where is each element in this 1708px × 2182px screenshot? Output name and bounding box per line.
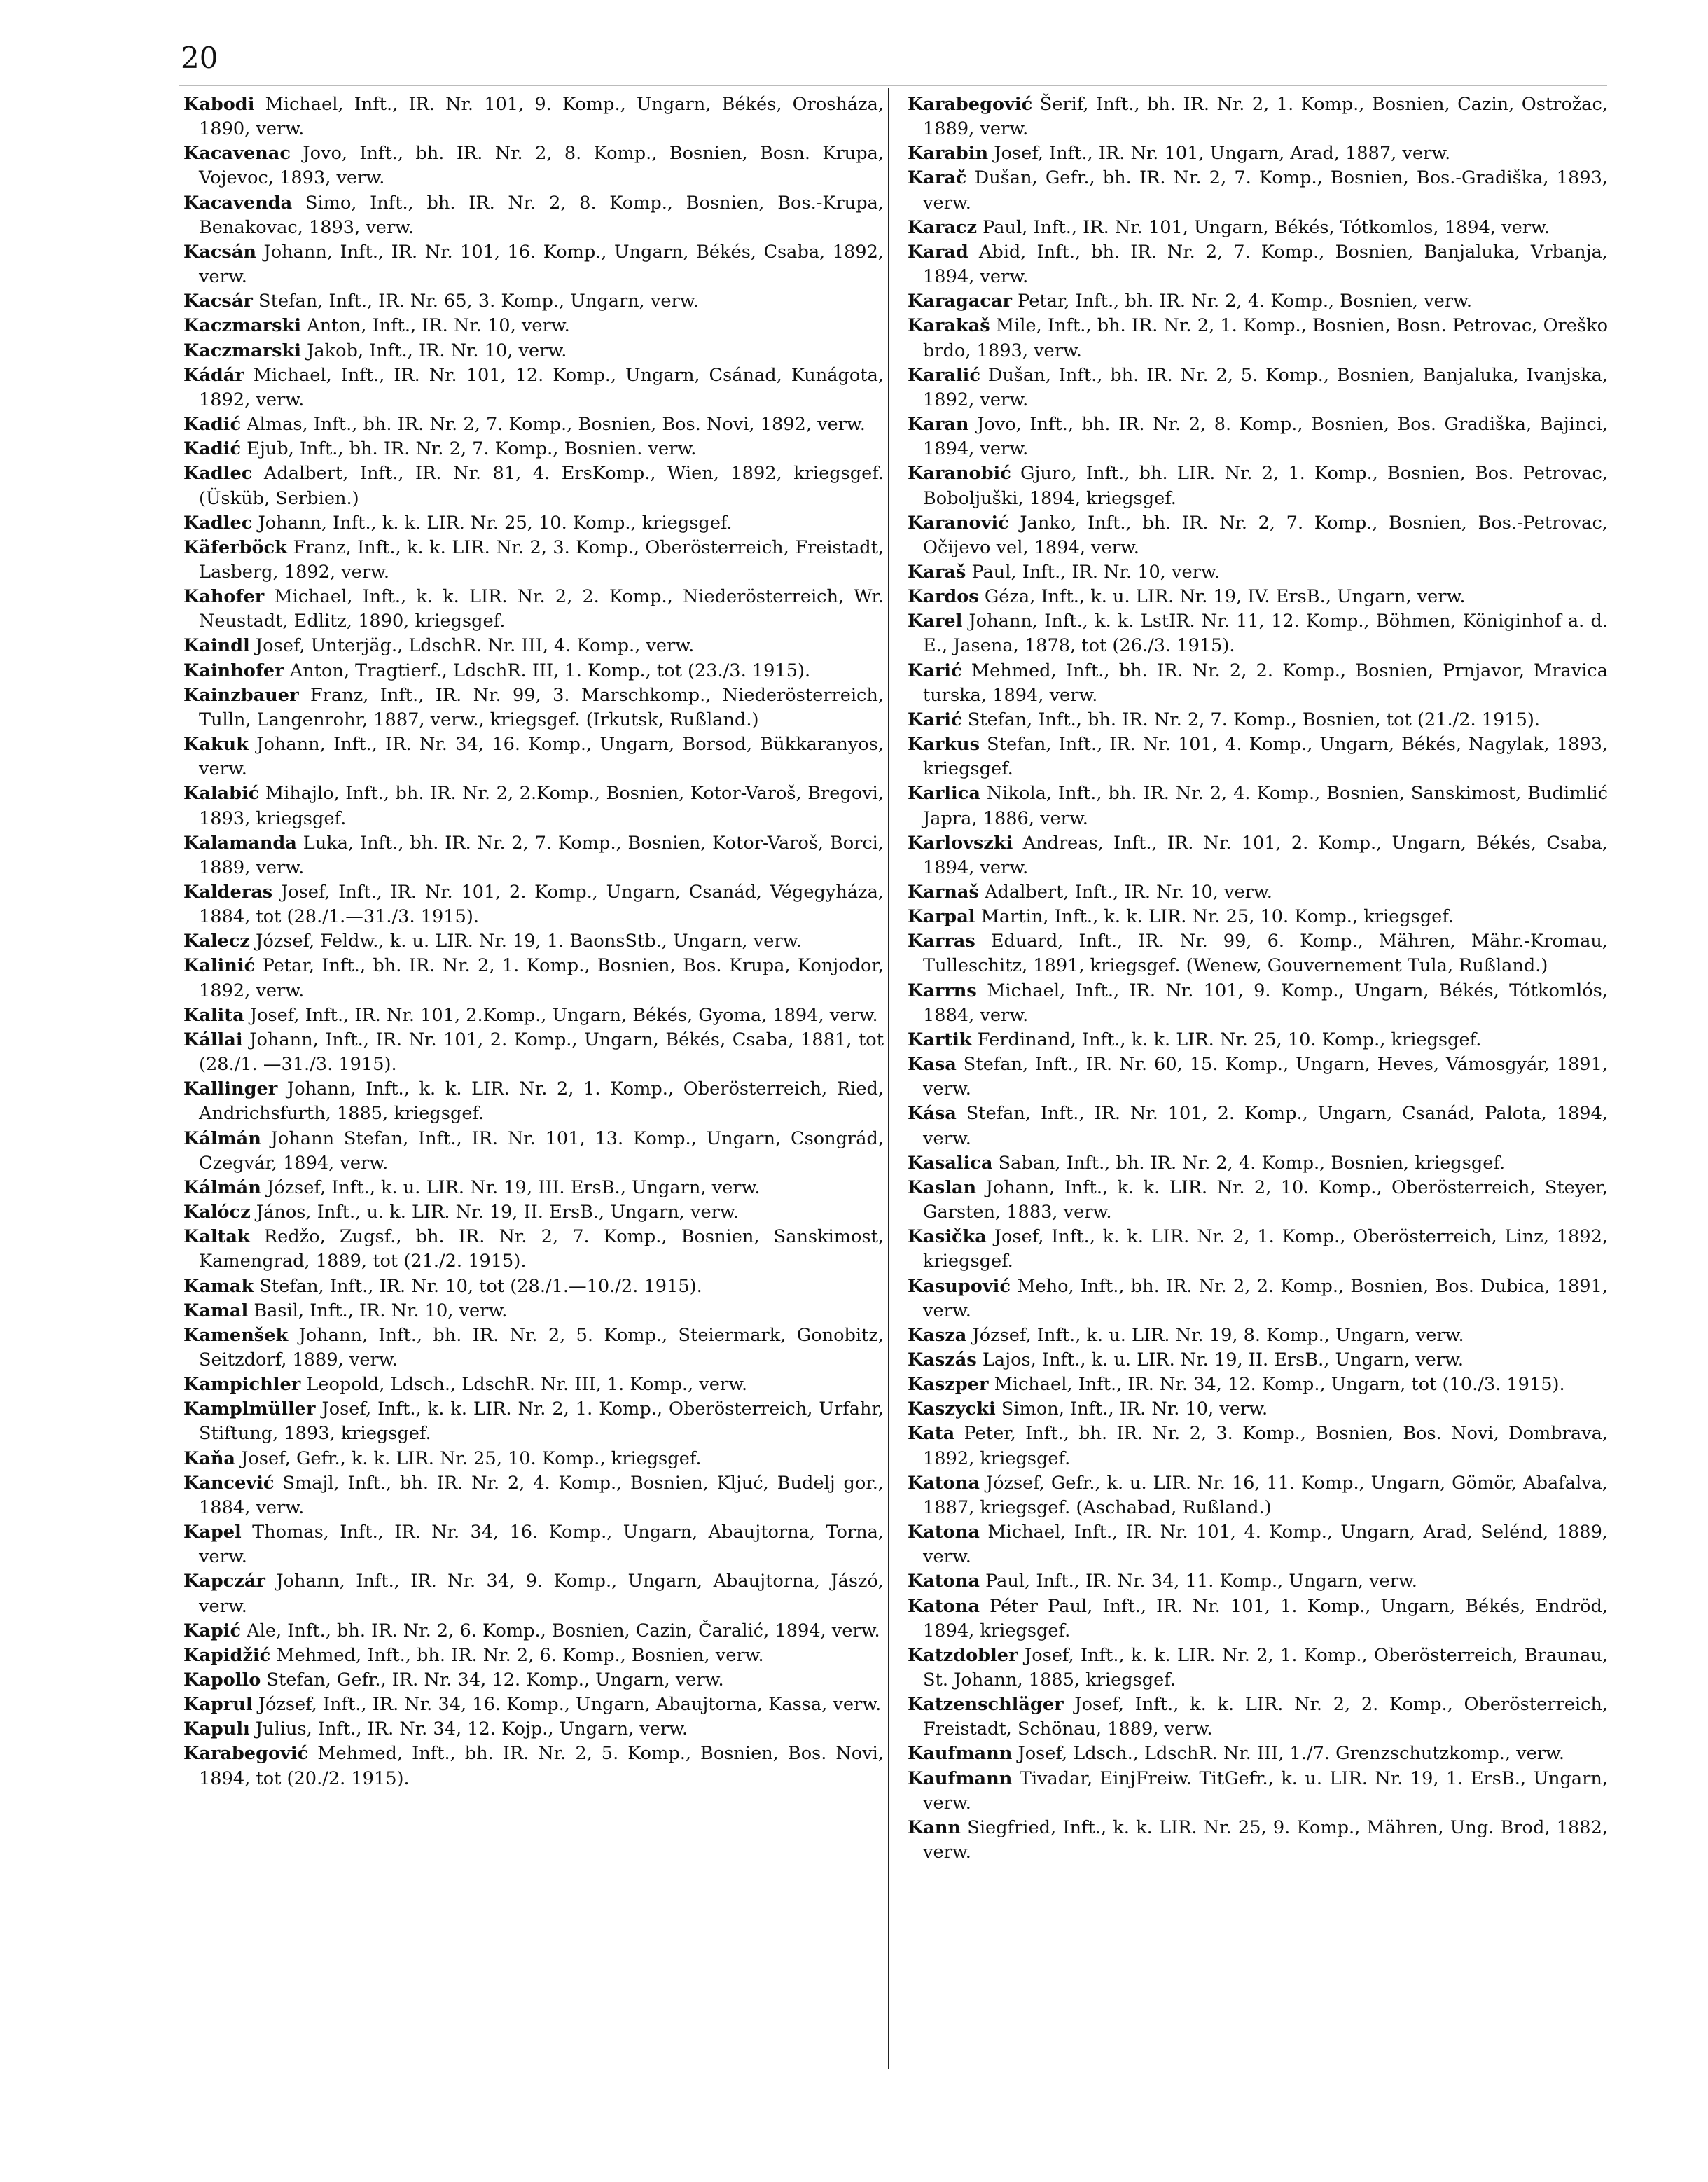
entry-surname: Kalinić (183, 955, 256, 977)
entry-surname: Karabin (908, 143, 989, 165)
register-entry (183, 1299, 884, 1323)
entry-details: Jovo, Inft., bh. IR. Nr. 2, 8. Komp., Bosnien, Bosn. Krupa, Vojevoc, 1893, verw. (199, 143, 884, 189)
entry-surname: Kartik (908, 1029, 972, 1050)
register-entry (183, 781, 884, 831)
entry-details: Martin, Inft., k. k. LIR. Nr. 25, 10. Komp., kriegsgef. (980, 906, 1454, 928)
register-entry (908, 708, 1608, 732)
entry-surname: Kasička (908, 1226, 987, 1248)
register-entry (183, 929, 884, 954)
left-column (183, 92, 884, 1791)
register-entry (183, 1274, 884, 1299)
register-entry (908, 141, 1608, 166)
entry-surname: Karaš (908, 561, 966, 583)
entry-surname: Karabegović (908, 94, 1033, 115)
register-entry (908, 92, 1608, 141)
entry-surname: Karagacar (908, 291, 1013, 312)
entry-surname: Kasalica (908, 1152, 993, 1174)
entry-details: Dušan, Gefr., bh. IR. Nr. 2, 7. Komp., Bosnien, Bos.-Gradiška, 1893, verw. (923, 167, 1609, 214)
entry-surname: Kacsár (183, 291, 253, 312)
entry-details: Redžo, Zugsf., bh. IR. Nr. 2, 7. Komp., Bosnien, Sanskimost, Kamengrad, 1889, tot (21./2. 1915). (199, 1226, 884, 1272)
entry-details: Eduard, Inft., IR. Nr. 99, 6. Komp., Mähren, Mähr.-Kromau, Tulleschitz, 1891, kriegsgef. (Wenew, Gouvernement Tula, Rußland.) (923, 931, 1608, 977)
entry-surname: Kálmán (183, 1127, 261, 1149)
register-entry (183, 92, 884, 141)
entry-details: Thomas, Inft., IR. Nr. 34, 16. Komp., Ungarn, Abaujtorna, Torna, verw. (199, 1522, 884, 1568)
entry-details: Petar, Inft., bh. IR. Nr. 2, 4. Komp., Bosnien, verw. (1018, 291, 1473, 312)
register-entry (908, 166, 1608, 215)
entry-details: Saban, Inft., bh. IR. Nr. 2, 4. Komp., Bosnien, kriegsgef. (998, 1152, 1506, 1174)
register-entry (183, 1520, 884, 1569)
entry-surname: Kabodi (183, 94, 255, 115)
entry-details: Josef, Inft., k. k. LIR. Nr. 2, 1. Komp., Oberösterreich, Linz, 1892, kriegsgef. (923, 1226, 1608, 1272)
register-entry (908, 781, 1608, 831)
entry-details: Johann Stefan, Inft., IR. Nr. 101, 13. Komp., Ungarn, Csongrád, Czegvár, 1894, verw. (199, 1127, 884, 1174)
entry-details: Julius, Inft., IR. Nr. 34, 12. Kojp., Ungarn, verw. (255, 1718, 688, 1740)
entry-surname: Kalecz (183, 931, 250, 952)
entry-surname: Karić (908, 660, 962, 681)
register-entry (183, 1742, 884, 1791)
entry-details: Mehmed, Inft., bh. IR. Nr. 2, 2. Komp., Bosnien, Prnjavor, Mravica turska, 1894, verw. (923, 660, 1608, 706)
register-entry (183, 461, 884, 510)
entry-details: Peter, Inft., bh. IR. Nr. 2, 3. Komp., Bosnien, Bos. Novi, Dombrava, 1892, kriegsgef. (923, 1423, 1608, 1469)
entry-details: Stefan, Inft., IR. Nr. 65, 3. Komp., Ungarn, verw. (258, 291, 699, 312)
entry-details: Johann, Inft., IR. Nr. 101, 16. Komp., Ungarn, Békés, Csaba, 1892, verw. (199, 241, 884, 288)
entry-surname: Kapollo (183, 1669, 261, 1690)
register-entry (908, 1767, 1608, 1816)
entry-details: Stefan, Inft., IR. Nr. 101, 4. Komp., Ungarn, Békés, Nagylak, 1893, kriegsgef. (923, 734, 1609, 780)
register-entry (183, 1668, 884, 1693)
entry-details: Almas, Inft., bh. IR. Nr. 2, 7. Komp., Bosnien, Bos. Novi, 1892, verw. (247, 414, 866, 436)
register-entry (183, 1644, 884, 1668)
entry-details: Mihajlo, Inft., bh. IR. Nr. 2, 2.Komp., Bosnien, Kotor-Varoš, Bregovi, 1893, kriegsgef. (199, 783, 884, 829)
entry-surname: Katona (908, 1595, 980, 1617)
entry-surname: Kaczmarski (183, 315, 301, 337)
register-entry (183, 1471, 884, 1520)
register-entry (908, 1594, 1608, 1644)
entry-details: Josef, Inft., k. k. LIR. Nr. 2, 1. Komp., Oberösterreich, Braunau, St. Johann, 1885, kriegsgef. (923, 1644, 1608, 1690)
register-entry (183, 1717, 884, 1742)
entry-details: Franz, Inft., k. k. LIR. Nr. 2, 3. Komp., Oberösterreich, Freistadt, Lasberg, 1892, verw. (199, 536, 884, 583)
register-entry (908, 585, 1608, 609)
entry-surname: Kampichler (183, 1374, 301, 1396)
entry-surname: Kata (908, 1423, 955, 1445)
entry-surname: Kálmán (183, 1176, 261, 1198)
register-entry (183, 1447, 884, 1471)
register-entry (908, 979, 1608, 1028)
register-entry (908, 1397, 1608, 1422)
entry-surname: Kamenšek (183, 1324, 289, 1346)
entry-details: Johann, Inft., k. k. LIR. Nr. 2, 1. Komp., Oberösterreich, Ried, Andrichsfurth, 1885, kriegsgef. (199, 1078, 884, 1125)
entry-details: Janko, Inft., bh. IR. Nr. 2, 7. Komp., Bosnien, Bos.-Petrovac, Očijevo vel, 1894, verw. (923, 512, 1608, 558)
register-entry (908, 1644, 1608, 1693)
entry-surname: Kaczmarski (183, 340, 301, 361)
register-entry (908, 289, 1608, 314)
entry-details: Stefan, Gefr., IR. Nr. 34, 12. Komp., Ungarn, verw. (266, 1669, 724, 1690)
register-entry (183, 1127, 884, 1176)
register-entry (183, 511, 884, 536)
register-entry (183, 585, 884, 634)
entry-surname: Karabegović (183, 1743, 309, 1765)
entry-details: Ale, Inft., bh. IR. Nr. 2, 6. Komp., Bosnien, Cazin, Čaralić, 1894, verw. (247, 1620, 880, 1641)
entry-surname: Kaufmann (908, 1767, 1013, 1789)
register-entry (908, 363, 1608, 412)
register-entry (908, 732, 1608, 781)
entry-details: Petar, Inft., bh. IR. Nr. 2, 1. Komp., Bosnien, Bos. Krupa, Konjodor, 1892, verw. (199, 955, 884, 1001)
entry-surname: Katzdobler (908, 1644, 1018, 1666)
entry-surname: Karan (908, 414, 969, 436)
entry-details: Stefan, Inft., IR. Nr. 101, 2. Komp., Ungarn, Csanád, Palota, 1894, verw. (923, 1103, 1608, 1149)
entry-details: Michael, Inft., IR. Nr. 34, 12. Komp., Ungarn, tot (10./3. 1915). (994, 1374, 1565, 1396)
register-entry (183, 363, 884, 412)
entry-surname: Kacsán (183, 241, 257, 263)
register-entry (908, 412, 1608, 461)
register-entry (183, 437, 884, 461)
entry-surname: Kamak (183, 1275, 254, 1297)
entry-surname: Kaslan (908, 1176, 977, 1198)
entry-surname: Kaszás (908, 1349, 977, 1370)
entry-surname: Kainzbauer (183, 684, 299, 706)
entry-surname: Käferböck (183, 536, 287, 558)
register-entry (908, 1569, 1608, 1594)
entry-surname: Katona (908, 1522, 980, 1543)
entry-details: Géza, Inft., k. u. LIR. Nr. 19, IV. ErsB., Ungarn, verw. (984, 586, 1466, 608)
entry-surname: Karrns (908, 980, 977, 1001)
entry-details: Jakob, Inft., IR. Nr. 10, verw. (307, 340, 567, 361)
entry-surname: Kancević (183, 1472, 275, 1494)
register-entry (908, 1471, 1608, 1520)
register-entry (183, 191, 884, 240)
register-entry (908, 1520, 1608, 1569)
entry-details: Ejub, Inft., bh. IR. Nr. 2, 7. Komp., Bosnien. verw. (247, 438, 697, 460)
entry-details: Siegfried, Inft., k. k. LIR. Nr. 25, 9. Komp., Mähren, Ung. Brod, 1882, verw. (923, 1816, 1608, 1863)
top-rule (179, 85, 1607, 86)
register-entry (183, 1373, 884, 1397)
register-entry (183, 412, 884, 437)
register-entry (183, 1003, 884, 1028)
entry-details: Stefan, Inft., IR. Nr. 10, tot (28./1.—10./2. 1915). (259, 1275, 702, 1297)
entry-details: Paul, Inft., IR. Nr. 34, 11. Komp., Ungarn, verw. (985, 1571, 1417, 1592)
entry-details: József, Gefr., k. u. LIR. Nr. 16, 11. Komp., Ungarn, Gömör, Abafalva, 1887, kriegsgef. (Aschabad, Rußland.) (923, 1472, 1609, 1518)
entry-details: Paul, Inft., IR. Nr. 101, Ungarn, Békés, Tótkomlos, 1894, verw. (983, 216, 1550, 238)
register-entry (908, 1274, 1608, 1323)
entry-details: Johann, Inft., IR. Nr. 101, 2. Komp., Ungarn, Békés, Csaba, 1881, tot (28./1. —31./3. 1915). (199, 1029, 884, 1076)
register-entry (908, 1323, 1608, 1348)
entry-surname: Kalócz (183, 1202, 251, 1223)
entry-surname: Kalabić (183, 783, 260, 805)
entry-details: Josef, Inft., k. k. LIR. Nr. 2, 2. Komp., Oberösterreich, Freistadt, Schönau, 1889, verw. (923, 1694, 1608, 1740)
entry-details: Basil, Inft., IR. Nr. 10, verw. (254, 1300, 508, 1321)
entry-details: Josef, Inft., IR. Nr. 101, 2.Komp., Ungarn, Békés, Gyoma, 1894, verw. (249, 1004, 878, 1026)
register-entry (183, 1397, 884, 1446)
entry-details: Simo, Inft., bh. IR. Nr. 2, 8. Komp., Bosnien, Bos.-Krupa, Benakovac, 1893, verw. (199, 192, 884, 238)
register-entry (908, 880, 1608, 905)
register-entry (908, 1102, 1608, 1151)
entry-details: Jovo, Inft., bh. IR. Nr. 2, 8. Komp., Bosnien, Bos. Gradiška, Bajinci, 1894, verw. (923, 414, 1608, 460)
entry-surname: Karalić (908, 364, 980, 386)
entry-surname: Kasza (908, 1324, 967, 1346)
entry-surname: Kaindl (183, 635, 250, 657)
entry-details: Josef, Inft., k. k. LIR. Nr. 2, 1. Komp., Oberösterreich, Urfahr, Stiftung, 1893, kriegsgef. (199, 1398, 884, 1445)
entry-details: Lajos, Inft., k. u. LIR. Nr. 19, II. ErsB., Ungarn, verw. (982, 1349, 1464, 1370)
entry-details: Mile, Inft., bh. IR. Nr. 2, 1. Komp., Bosnien, Bosn. Petrovac, Oreško brdo, 1893, verw. (923, 315, 1608, 361)
entry-surname: Karlica (908, 783, 980, 805)
entry-details: Johann, Inft., k. k. LIR. Nr. 2, 10. Komp., Oberösterreich, Steyer, Garsten, 1883, verw. (923, 1176, 1608, 1223)
entry-details: Johann, Inft., bh. IR. Nr. 2, 5. Komp., Steiermark, Gonobitz, Seitzdorf, 1889, verw. (199, 1324, 884, 1370)
register-entry (908, 240, 1608, 289)
entry-surname: Karanović (908, 512, 1009, 534)
entry-surname: Kacavenda (183, 192, 293, 214)
register-entry (908, 659, 1608, 708)
register-entry (908, 1373, 1608, 1397)
entry-details: Leopold, Ldsch., LdschR. Nr. III, 1. Komp., verw. (306, 1374, 748, 1396)
entry-surname: Karakaš (908, 315, 990, 337)
register-entry (908, 1742, 1608, 1766)
register-entry (908, 1028, 1608, 1052)
entry-surname: Karač (908, 167, 967, 189)
entry-surname: Karanobić (908, 463, 1011, 485)
entry-details: Michael, Inft., IR. Nr. 101, 9. Komp., Ungarn, Békés, Tótkomlós, 1884, verw. (923, 980, 1608, 1026)
entry-details: Šerif, Inft., bh. IR. Nr. 2, 1. Komp., Bosnien, Cazin, Ostrožac, 1889, verw. (923, 94, 1608, 140)
register-entry (183, 141, 884, 190)
entry-surname: Karad (908, 241, 968, 263)
register-entry (183, 1200, 884, 1225)
register-entry (183, 1323, 884, 1373)
entry-surname: Katona (908, 1571, 980, 1592)
entry-surname: Kasa (908, 1054, 957, 1076)
entry-details: Franz, Inft., IR. Nr. 99, 3. Marschkomp., Niederösterreich, Tulln, Langenrohr, 1887, verw., kriegsgef. (Irkutsk, Rußland.) (199, 684, 884, 730)
entry-surname: Kalamanda (183, 832, 297, 854)
entry-details: Johann, Inft., k. k. LIR. Nr. 25, 10. Komp., kriegsgef. (258, 512, 733, 534)
entry-details: Nikola, Inft., bh. IR. Nr. 2, 4. Komp., Bosnien, Sanskimost, Budimlić Japra, 1886, verw. (923, 783, 1609, 829)
entry-surname: Katona (908, 1472, 980, 1494)
register-entry (908, 1348, 1608, 1373)
entry-details: Ferdinand, Inft., k. k. LIR. Nr. 25, 10. Komp., kriegsgef. (977, 1029, 1482, 1050)
entry-surname: Kása (908, 1103, 957, 1125)
entry-surname: Kapel (183, 1522, 242, 1543)
register-entry (183, 634, 884, 658)
entry-surname: Kaprul (183, 1694, 253, 1716)
entry-details: Josef, Inft., IR. Nr. 101, Ungarn, Arad, 1887, verw. (994, 143, 1451, 165)
register-entry (908, 1176, 1608, 1225)
entry-surname: Kapić (183, 1620, 242, 1641)
entry-surname: Kadić (183, 414, 242, 436)
register-entry (908, 831, 1608, 880)
entry-surname: Kann (908, 1816, 961, 1838)
entry-details: Michael, Inft., IR. Nr. 101, 9. Komp., Ungarn, Békés, Orosháza, 1890, verw. (199, 94, 884, 140)
entry-details: Stefan, Inft., IR. Nr. 60, 15. Komp., Ungarn, Heves, Vámosgyár, 1891, verw. (923, 1054, 1609, 1100)
register-entry (183, 1693, 884, 1717)
entry-details: Abid, Inft., bh. IR. Nr. 2, 7. Komp., Bosnien, Banjaluka, Vrbanja, 1894, verw. (923, 241, 1608, 288)
entry-surname: Karpal (908, 906, 975, 928)
entry-surname: Kaňa (183, 1447, 236, 1469)
entry-details: József, Inft., k. u. LIR. Nr. 19, 8. Komp., Ungarn, verw. (972, 1324, 1464, 1346)
right-column (908, 92, 1608, 1865)
register-entry (908, 929, 1608, 978)
entry-details: Dušan, Inft., bh. IR. Nr. 2, 5. Komp., Bosnien, Banjaluka, Ivanjska, 1892, verw. (923, 364, 1608, 410)
register-entry (908, 216, 1608, 240)
entry-details: Stefan, Inft., bh. IR. Nr. 2, 7. Komp., Bosnien, tot (21./2. 1915). (967, 709, 1541, 730)
column-divider (888, 88, 889, 2069)
entry-details: Luka, Inft., bh. IR. Nr. 2, 7. Komp., Bosnien, Kotor-Varoš, Borci, 1889, verw. (199, 832, 884, 878)
entry-surname: Kakuk (183, 734, 249, 756)
entry-surname: Karlovszki (908, 832, 1013, 854)
register-entry (908, 905, 1608, 929)
register-entry (183, 1225, 884, 1274)
register-entry (183, 1176, 884, 1200)
entry-surname: Kahofer (183, 586, 265, 608)
register-entry (183, 954, 884, 1003)
entry-surname: Katzenschläger (908, 1694, 1064, 1716)
entry-surname: Kaltak (183, 1226, 250, 1248)
register-entry (183, 314, 884, 338)
entry-surname: Kállai (183, 1029, 243, 1050)
register-entry (908, 1151, 1608, 1176)
entry-details: Smajl, Inft., bh. IR. Nr. 2, 4. Komp., Bosnien, Kljuć, Budelj gor., 1884, verw. (199, 1472, 884, 1518)
entry-surname: Kaszycki (908, 1398, 996, 1420)
entry-details: Mehmed, Inft., bh. IR. Nr. 2, 6. Komp., Bosnien, verw. (276, 1644, 764, 1666)
entry-details: Josef, Unterjäg., LdschR. Nr. III, 4. Komp., verw. (255, 635, 695, 657)
register-entry (183, 1569, 884, 1618)
entry-details: János, Inft., u. k. LIR. Nr. 19, II. ErsB., Ungarn, verw. (256, 1202, 739, 1223)
entry-details: Anton, Inft., IR. Nr. 10, verw. (307, 315, 570, 337)
entry-surname: Kadlec (183, 512, 253, 534)
entry-details: Josef, Gefr., k. k. LIR. Nr. 25, 10. Komp., kriegsgef. (241, 1447, 702, 1469)
entry-details: Adalbert, Inft., IR. Nr. 81, 4. ErsKomp., Wien, 1892, kriegsgef. (Üsküb, Serbien.) (199, 463, 884, 509)
entry-details: József, Inft., k. u. LIR. Nr. 19, III. ErsB., Ungarn, verw. (266, 1176, 761, 1198)
page-number: 20 (181, 41, 218, 75)
entry-details: Andreas, Inft., IR. Nr. 101, 2. Komp., Ungarn, Békés, Csaba, 1894, verw. (923, 832, 1609, 878)
register-entry (183, 536, 884, 585)
entry-details: Simon, Inft., IR. Nr. 10, verw. (1001, 1398, 1268, 1420)
entry-surname: Kacavenac (183, 143, 291, 165)
register-entry (183, 1619, 884, 1644)
entry-surname: Karić (908, 709, 962, 730)
register-entry (908, 314, 1608, 363)
register-entry (183, 289, 884, 314)
entry-surname: Kaszper (908, 1374, 989, 1396)
entry-details: Michael, Inft., IR. Nr. 101, 4. Komp., Ungarn, Arad, Selénd, 1889, verw. (923, 1522, 1608, 1568)
register-entry (908, 609, 1608, 658)
entry-surname: Kainhofer (183, 660, 284, 681)
entry-surname: Kadić (183, 438, 242, 460)
entry-surname: Karel (908, 611, 963, 632)
entry-details: Josef, Inft., IR. Nr. 101, 2. Komp., Ungarn, Csanád, Végegyháza, 1884, tot (28./1.—31./3. 1915). (199, 882, 884, 928)
entry-surname: Kadlec (183, 463, 253, 485)
entry-surname: Karnaš (908, 882, 979, 903)
entry-surname: Kamal (183, 1300, 249, 1321)
entry-details: József, Feldw., k. u. LIR. Nr. 19, 1. BaonsStb., Ungarn, verw. (256, 931, 802, 952)
entry-surname: Karkus (908, 734, 980, 756)
entry-details: Michael, Inft., k. k. LIR. Nr. 2, 2. Komp., Niederösterreich, Wr. Neustadt, Edlitz, 1890, kriegsgef. (199, 586, 884, 632)
entry-surname: Kardos (908, 586, 979, 608)
register-entry (908, 1052, 1608, 1102)
entry-details: Péter Paul, Inft., IR. Nr. 101, 1. Komp., Ungarn, Békés, Endröd, 1894, kriegsgef. (923, 1595, 1608, 1641)
entry-details: Gjuro, Inft., bh. LIR. Nr. 2, 1. Komp., Bosnien, Bos. Petrovac, Boboljuški, 1894, kriegsgef. (923, 463, 1609, 509)
entry-surname: Karras (908, 931, 975, 952)
entry-surname: Karacz (908, 216, 978, 238)
entry-surname: Kaufmann (908, 1743, 1013, 1765)
register-entry (908, 511, 1608, 560)
register-entry (908, 1225, 1608, 1274)
entry-details: Paul, Inft., IR. Nr. 10, verw. (971, 561, 1220, 583)
register-entry (183, 240, 884, 289)
entry-surname: Kapczár (183, 1571, 265, 1592)
entry-details: Tivadar, EinjFreiw. TitGefr., k. u. LIR. Nr. 19, 1. ErsB., Ungarn, verw. (923, 1767, 1608, 1814)
entry-details: Mehmed, Inft., bh. IR. Nr. 2, 5. Komp., Bosnien, Bos. Novi, 1894, tot (20./2. 1915). (199, 1743, 884, 1789)
register-entry (183, 1028, 884, 1077)
register-entry (908, 1422, 1608, 1471)
register-entry (183, 1077, 884, 1126)
register-entry (183, 880, 884, 929)
entry-details: Johann, Inft., IR. Nr. 34, 9. Komp., Ungarn, Abaujtorna, Jászó, verw. (199, 1571, 884, 1617)
register-entry (908, 560, 1608, 585)
entry-details: Johann, Inft., IR. Nr. 34, 16. Komp., Ungarn, Borsod, Bükkaranyos, verw. (199, 734, 884, 780)
entry-details: Adalbert, Inft., IR. Nr. 10, verw. (985, 882, 1272, 903)
entry-details: Anton, Tragtierf., LdschR. III, 1. Komp., tot (23./3. 1915). (289, 660, 811, 681)
entry-surname: Kallinger (183, 1078, 278, 1100)
register-entry (183, 659, 884, 683)
entry-surname: Kasupović (908, 1275, 1011, 1297)
entry-surname: Kalita (183, 1004, 244, 1026)
register-entry (183, 683, 884, 732)
entry-surname: Kádár (183, 364, 244, 386)
entry-details: Michael, Inft., IR. Nr. 101, 12. Komp., Ungarn, Csánad, Kunágota, 1892, verw. (199, 364, 884, 410)
entry-details: Meho, Inft., bh. IR. Nr. 2, 2. Komp., Bosnien, Bos. Dubica, 1891, verw. (923, 1275, 1608, 1321)
register-entry (183, 732, 884, 781)
register-entry (908, 461, 1608, 510)
entry-surname: Kapidžić (183, 1644, 271, 1666)
register-entry (183, 339, 884, 363)
register-entry (183, 831, 884, 880)
entry-surname: Kalderas (183, 882, 273, 903)
entry-details: József, Inft., IR. Nr. 34, 16. Komp., Ungarn, Abaujtorna, Kassa, verw. (258, 1694, 882, 1716)
entry-surname: Kamplmüller (183, 1398, 316, 1420)
entry-details: Josef, Ldsch., LdschR. Nr. III, 1./7. Grenzschutzkomp., verw. (1018, 1743, 1564, 1765)
register-entry (908, 1816, 1608, 1865)
entry-details: Johann, Inft., k. k. LstIR. Nr. 11, 12. Komp., Böhmen, Königinhof a. d. E., Jasena, 1878, tot (26./3. 1915). (923, 611, 1608, 657)
entry-surname: Kapulı (183, 1718, 250, 1740)
register-entry (908, 1693, 1608, 1742)
